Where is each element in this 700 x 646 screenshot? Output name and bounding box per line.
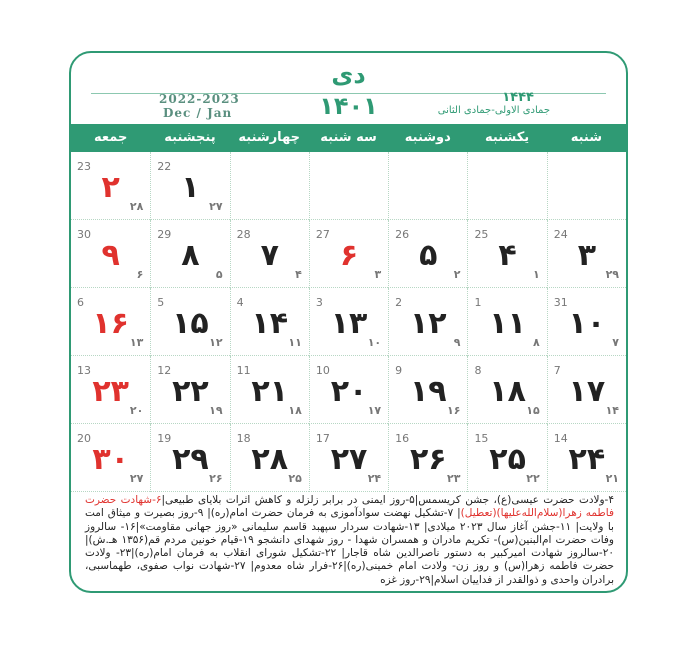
day-cell[interactable]: [388, 220, 467, 288]
gregorian-date: 6: [77, 296, 85, 309]
hijri-date: ۱۷: [367, 404, 382, 417]
hijri-date: ۱۸: [288, 404, 302, 417]
shamsi-date: ۲۸: [251, 442, 289, 477]
shamsi-date: ۲: [101, 170, 120, 205]
weekday-saturday: شنبه: [570, 130, 602, 145]
shamsi-date: ۲۳: [92, 374, 129, 409]
gregorian-date: 8: [474, 364, 482, 377]
hijri-date: ۲۰: [129, 404, 144, 417]
day-cell[interactable]: [71, 356, 150, 424]
shamsi-date: ۱۹: [409, 374, 447, 409]
hijri-date: ۱۴: [605, 404, 619, 417]
shamsi-date: ۲۲: [172, 374, 209, 409]
empty-day-cell: [467, 152, 546, 220]
day-cell[interactable]: [71, 424, 150, 492]
gregorian-date: 9: [395, 364, 403, 377]
gregorian-date: 3: [315, 296, 323, 309]
gregorian-date: 19: [157, 432, 172, 445]
gregorian-date: 4: [236, 296, 244, 309]
shamsi-date: ۲۷: [330, 442, 368, 477]
empty-day-cell: [230, 152, 309, 220]
weekday-tuesday: سه شنبه: [320, 130, 377, 145]
hijri-date: ۲۲: [526, 472, 540, 485]
hijri-date: ۲: [453, 268, 461, 281]
calendar-card: [69, 51, 628, 593]
gregorian-date: 26: [395, 228, 410, 241]
weekday-sunday: یکشنبه: [484, 130, 530, 145]
day-cell[interactable]: [150, 424, 229, 492]
gregorian-date: 1: [474, 296, 482, 309]
shamsi-date: ۲۵: [489, 442, 526, 477]
day-cell[interactable]: [547, 220, 626, 288]
hijri-date: ۲۹: [605, 268, 619, 281]
occasion-note: ۴-ولادت حضرت عیسی(ع)، جشن کریسمس|۵-روز ایمنی در برابر زلزله و کاهش اثرات بلایای طبیعی|: [161, 494, 614, 506]
shamsi-date: ۱۱: [489, 306, 526, 341]
shamsi-date: ۱۲: [409, 306, 447, 341]
gregorian-date: 7: [553, 364, 561, 377]
hijri-date: ۱۵: [526, 404, 540, 417]
shamsi-date: ۱۸: [489, 374, 526, 409]
hijri-date: ۲۸: [129, 200, 144, 213]
shamsi-date: ۹: [101, 238, 120, 273]
gregorian-date: 22: [157, 160, 172, 173]
holiday-note: ۶-شهادت حضرت فاطمه زهرا(سلام‌الله‌علیها)(تعطیل): [85, 494, 614, 520]
day-cell[interactable]: [388, 356, 467, 424]
shamsi-date: ۷: [260, 238, 279, 273]
gregorian-date: 16: [395, 432, 410, 445]
hijri-date: ۱۶: [447, 404, 461, 417]
shamsi-date: ۲۹: [172, 442, 209, 477]
hijri-date: ۵: [215, 268, 223, 281]
shamsi-date: ۲۶: [409, 442, 447, 477]
hijri-date: ۲۷: [129, 472, 144, 485]
gregorian-date: 10: [315, 364, 330, 377]
day-cell[interactable]: [230, 356, 309, 424]
hijri-date: ۲۱: [605, 472, 619, 485]
hijri-date: ۱۰: [367, 336, 382, 349]
shamsi-date: ۱: [181, 170, 200, 205]
hijri-date: ۱: [533, 268, 540, 281]
shamsi-date: ۱۳: [330, 306, 368, 341]
day-cell[interactable]: [230, 288, 309, 356]
hijri-date: ۷: [612, 336, 619, 349]
shamsi-date: ۱۰: [568, 306, 606, 341]
day-cell[interactable]: [388, 288, 467, 356]
hijri-date: ۲۴: [367, 472, 382, 485]
hijri-date: ۲۶: [209, 472, 223, 485]
gregorian-date: 14: [553, 432, 568, 445]
gregorian-date: 2: [395, 296, 403, 309]
day-cell[interactable]: [547, 424, 626, 492]
gregorian-date: 18: [236, 432, 251, 445]
day-cell[interactable]: [230, 424, 309, 492]
weekday-header: [71, 124, 626, 152]
hijri-months: جمادی الاولی-جمادی الثانی: [437, 105, 550, 116]
shamsi-date: ۳: [577, 238, 597, 273]
gregorian-date: 20: [77, 432, 92, 445]
gregorian-years: 2022-2023: [159, 92, 240, 106]
gregorian-months: Dec / Jan: [163, 106, 233, 120]
day-cell[interactable]: [547, 356, 626, 424]
day-cell[interactable]: [71, 288, 150, 356]
shamsi-date: ۴: [498, 238, 517, 273]
hijri-date: ۱۱: [288, 336, 302, 349]
shamsi-date: ۱۶: [92, 306, 129, 341]
shamsi-date: ۲۴: [568, 442, 606, 477]
day-cell[interactable]: [467, 424, 546, 492]
gregorian-date: 23: [77, 160, 92, 173]
gregorian-date: 13: [77, 364, 92, 377]
hijri-date: ۱۳: [129, 336, 144, 349]
shamsi-date: ۸: [181, 238, 200, 273]
hijri-date: ۱۹: [209, 404, 223, 417]
weekday-thursday: پنجشنبه: [164, 130, 216, 145]
weekday-friday: جمعه: [94, 130, 128, 145]
occasions-notes: [85, 494, 614, 587]
shamsi-date: ۳۰: [92, 442, 129, 477]
day-cell[interactable]: [309, 288, 388, 356]
gregorian-date: 27: [315, 228, 330, 241]
gregorian-date: 29: [157, 228, 172, 241]
day-cell[interactable]: [150, 152, 229, 220]
day-cell[interactable]: [71, 220, 150, 288]
hijri-date: ۲۳: [447, 472, 461, 485]
days-grid: [71, 152, 626, 492]
gregorian-date: 12: [157, 364, 172, 377]
day-cell[interactable]: [388, 424, 467, 492]
gregorian-date: 28: [236, 228, 251, 241]
gregorian-date: 11: [236, 364, 251, 377]
day-cell[interactable]: [150, 356, 229, 424]
hijri-date: ۸: [533, 336, 540, 349]
gregorian-date: 5: [157, 296, 165, 309]
hijri-date: ۹: [453, 336, 461, 349]
day-cell[interactable]: [230, 220, 309, 288]
day-cell[interactable]: [467, 288, 546, 356]
shamsi-date: ۱۷: [568, 374, 606, 409]
shamsi-date: ۶: [339, 238, 359, 273]
hijri-date: ۱۲: [209, 336, 223, 349]
day-cell[interactable]: [467, 220, 546, 288]
day-cell[interactable]: [150, 220, 229, 288]
empty-day-cell: [388, 152, 467, 220]
gregorian-date: 31: [553, 296, 568, 309]
weekday-wednesday: چهارشنبه: [238, 130, 301, 145]
occasion-note: | ۷-تشکیل نهضت سوادآموزی به فرمان حضرت امام(ره)| ۹-روز بصیرت و میثاق امت با ولایت| ۱۱-جشن آغاز سال ۲۰۲۳ میلادی| ۱۳-شهادت سردار سپهبد قاسم سلیمانی «روز جهانی مقاومت»|۱۶- سالروز وفات حضرت ام‌البنین(س)- تکریم مادران و همسران شهدا - روز شهدای دانشجو ۱۹-قیام خونین مردم قم(۱۳۵۶ هـ.ش)|۲۰-سالروز شهادت امیرکبیر به دستور ناصرالدین شاه قاجار| ۲۲-تشکیل شورای انقلاب به فرمان امام(ره)|۲۳- ولادت حضرت فاطمه زهرا(س) و روز زن- ولادت امام خمینی(ره)|۲۶-فرار شاه معدوم| ۲۷-شهادت نواب صفوی، طهماسبی، برادران واحدی و ذوالقدر از فداییان اسلام|۲۹-روز غزه: [85, 507, 614, 586]
hijri-date: ۲۷: [209, 200, 223, 213]
shamsi-date: ۱۵: [172, 306, 209, 341]
hijri-date: ۴: [295, 268, 302, 281]
weekday-monday: دوشنبه: [404, 130, 451, 145]
month-title: دی: [331, 61, 366, 89]
gregorian-date: 15: [474, 432, 489, 445]
gregorian-date: 30: [77, 228, 92, 241]
shamsi-date: ۱۴: [251, 306, 289, 341]
hijri-date: ۶: [136, 268, 144, 281]
empty-day-cell: [547, 152, 626, 220]
day-cell[interactable]: [150, 288, 229, 356]
hijri-year: ۱۴۴۴: [502, 90, 534, 105]
shamsi-date: ۲۰: [330, 374, 368, 409]
shamsi-date: ۵: [419, 238, 438, 273]
gregorian-date: 24: [553, 228, 568, 241]
day-cell[interactable]: [309, 220, 388, 288]
day-cell[interactable]: [309, 424, 388, 492]
shamsi-date: ۲۱: [251, 374, 289, 409]
gregorian-date: 17: [315, 432, 330, 445]
day-cell[interactable]: [547, 288, 626, 356]
gregorian-date: 25: [474, 228, 489, 241]
shamsi-year: ۱۴۰۱: [319, 92, 378, 120]
day-cell[interactable]: [309, 356, 388, 424]
day-cell[interactable]: [71, 152, 150, 220]
hijri-date: ۲۵: [288, 472, 302, 485]
hijri-date: ۳: [374, 268, 382, 281]
day-cell[interactable]: [467, 356, 546, 424]
empty-day-cell: [309, 152, 388, 220]
